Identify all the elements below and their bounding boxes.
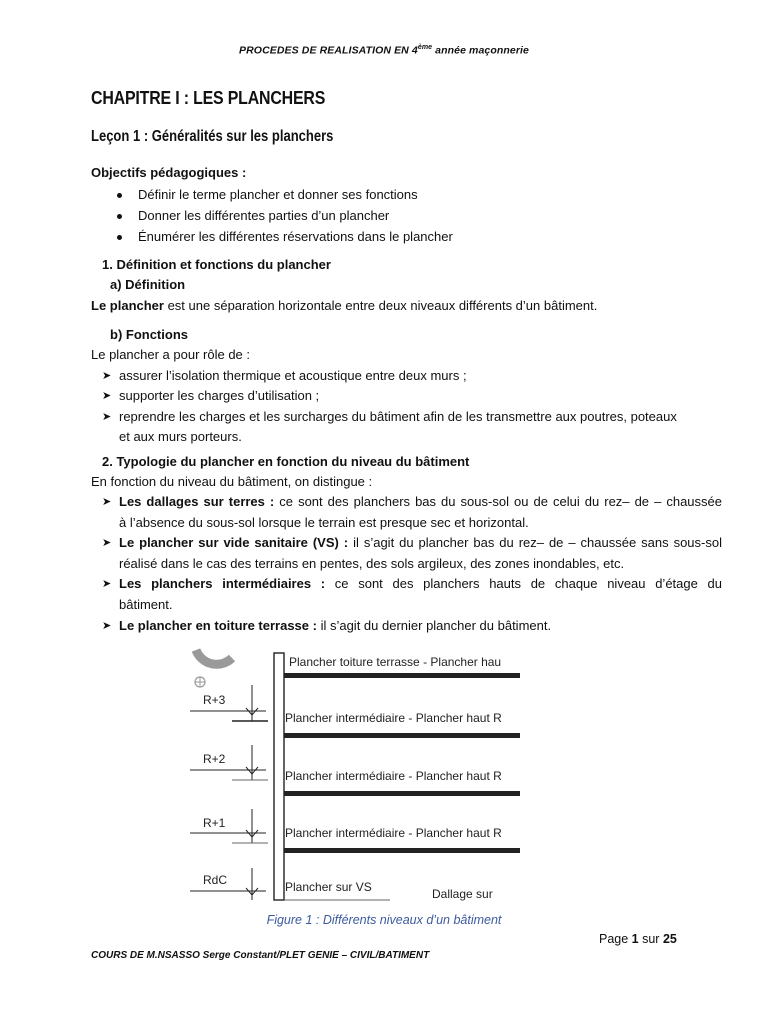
- typology-text: il s’agit du plancher bas du rez– de – chaussée sans sous-sol: [348, 535, 722, 550]
- level-label-r3: R+3: [203, 693, 226, 707]
- typology-text: ce sont des planchers bas du sous-sol ou de celui du rez– de – chaussée: [274, 494, 722, 509]
- roof-slab: [284, 673, 520, 678]
- arrow-bullet-icon: ➤: [102, 620, 112, 632]
- figure-caption: Figure 1 : Différents niveaux d’un bâtiment: [266, 913, 502, 927]
- level-label-rdc: RdC: [203, 873, 228, 887]
- typology-text: ce sont des planchers hauts de chaque niveau d’étage du: [325, 576, 723, 591]
- running-footer: COURS DE M.NSASSO Serge Constant/PLET GENIE – CIVIL/BATIMENT: [91, 950, 430, 961]
- page-number-pre: Page: [599, 932, 632, 946]
- subsection-a-title: a) Définition: [110, 277, 186, 292]
- level-label-r2: R+2: [203, 752, 226, 766]
- roof-floor-label: Plancher toiture terrasse - Plancher hau: [289, 655, 502, 669]
- typology-item: [119, 616, 551, 637]
- definition-body: est une séparation horizontale entre deux niveaux différents d’un bâtiment.: [163, 298, 598, 313]
- function-item: assurer l’isolation thermique et acoustique entre deux murs ;: [119, 368, 467, 383]
- bullet-icon: [117, 214, 122, 219]
- function-item-continued: et aux murs porteurs.: [119, 429, 242, 444]
- typology-item-continued: à l’absence du sous-sol lorsque le terrain est presque sec et horizontal.: [119, 515, 529, 530]
- typology-item: [119, 492, 722, 513]
- bullet-icon: [117, 193, 122, 198]
- page-number: [599, 932, 677, 946]
- page-total: 25: [662, 932, 677, 946]
- typology-term: Le plancher en toiture terrasse :: [119, 618, 317, 633]
- objective-item: Définir le terme plancher et donner ses fonctions: [138, 187, 418, 202]
- header-text-post: année maçonnerie: [432, 44, 529, 57]
- floor-slab-r1: [284, 848, 520, 853]
- typology-item: [119, 574, 722, 595]
- floor-slab-r3: [284, 733, 520, 738]
- subsection-b-title: b) Fonctions: [110, 327, 188, 342]
- typology-term: Le plancher sur vide sanitaire (VS) :: [119, 535, 349, 550]
- intermediate-floor-label: Plancher intermédiaire - Plancher haut R: [285, 769, 502, 783]
- intermediate-floor-label: Plancher intermédiaire - Plancher haut R: [285, 711, 502, 725]
- typology-text: il s’agit du dernier plancher du bâtiment.: [316, 618, 552, 633]
- bullet-icon: [117, 235, 122, 240]
- floor-slab-r2: [284, 791, 520, 796]
- arrow-bullet-icon: ➤: [102, 496, 112, 508]
- vs-floor-label: Plancher sur VS: [285, 880, 372, 894]
- arrow-bullet-icon: ➤: [102, 390, 112, 402]
- section-1-title: 1. Définition et fonctions du plancher: [102, 257, 331, 272]
- building-levels-figure: [190, 644, 522, 906]
- typology-intro: En fonction du niveau du bâtiment, on distingue :: [91, 474, 373, 489]
- level-label-r1: R+1: [203, 816, 226, 830]
- section-2-title: 2. Typologie du plancher en fonction du niveau du bâtiment: [102, 454, 470, 469]
- chapter-title: CHAPITRE I : LES PLANCHERS: [91, 87, 326, 108]
- wall-column: [274, 653, 284, 900]
- typology-item-continued: bâtiment.: [119, 597, 173, 612]
- definition-text: [91, 296, 597, 317]
- page-number-mid: sur: [638, 932, 663, 946]
- header-superscript: ème: [417, 44, 433, 51]
- function-item: reprendre les charges et les surcharges du bâtiment afin de les transmettre aux poutres, poteaux: [119, 409, 677, 424]
- lesson-title: Leçon 1 : Généralités sur les planchers: [91, 128, 334, 145]
- partial-circle-icon: [196, 650, 232, 664]
- page-current: 1: [631, 932, 639, 946]
- typology-term: Les dallages sur terres :: [119, 494, 275, 509]
- arrow-bullet-icon: ➤: [102, 370, 112, 382]
- dallage-label: Dallage sur: [432, 887, 493, 901]
- intermediate-floor-label: Plancher intermédiaire - Plancher haut R: [285, 826, 502, 840]
- arrow-bullet-icon: ➤: [102, 411, 112, 423]
- objective-item: Donner les différentes parties d’un plancher: [138, 208, 390, 223]
- function-item: supporter les charges d’utilisation ;: [119, 388, 320, 403]
- arrow-bullet-icon: ➤: [102, 537, 112, 549]
- functions-intro: Le plancher a pour rôle de :: [91, 347, 250, 362]
- running-header: [0, 44, 768, 57]
- objective-item: Énumérer les différentes réservations dans le plancher: [138, 229, 453, 244]
- typology-item-continued: réalisé dans le cas des terrains en pentes, des sols argileux, des zones inondables, etc.: [119, 556, 625, 571]
- arrow-bullet-icon: ➤: [102, 578, 112, 590]
- typology-item: [119, 533, 722, 554]
- objectives-title: Objectifs pédagogiques :: [91, 165, 247, 180]
- typology-term: Les planchers intermédiaires :: [119, 576, 326, 591]
- header-text-pre: PROCEDES DE REALISATION EN 4: [239, 44, 418, 57]
- definition-term: Le plancher: [91, 298, 164, 313]
